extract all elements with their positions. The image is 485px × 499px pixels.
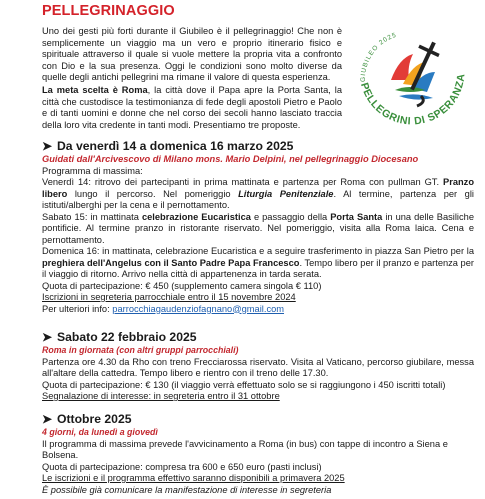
intro-paragraph: Uno dei gesti più forti durante il Giubileo è il pellegrinaggio! Che non è semplicemente un viaggio ma un vero e proprio itinerario fisico e spirituale attraverso il quale si vuole mettere la propria vita a confronto con Dio e la sua presenza. Oggi le condizioni sono molto diverse da quelle degli antichi pellegrini ma rimane il valore di questa esperienza. xyxy=(42,26,342,83)
trip-march-registration: Iscrizioni in segreteria parrocchiale entro il 15 novembre 2024 xyxy=(42,292,296,302)
friday-text-e: . Al termine, partenza per gli istituti/alberghi per la cena e il pernottamento. xyxy=(42,188,474,210)
destination-highlight: La meta scelta è Roma xyxy=(42,84,148,95)
friday-text-c: lungo il percorso. Nel pomeriggio xyxy=(67,188,239,199)
trip-february-quota: Quota di partecipazione: € 130 (il viaggio verrà effettuato solo se si raggiungono i 450 iscritti totali) xyxy=(42,379,446,390)
trip-march-quota: Quota di partecipazione: € 450 (supplemento camera singola € 110) xyxy=(42,280,322,291)
trip-october-heading-row xyxy=(42,412,474,426)
saturday-text-d: Porta Santa xyxy=(330,211,383,222)
trip-october-section xyxy=(42,412,474,496)
info-label: Per ulteriori info: xyxy=(42,303,113,314)
sunday-text-a: Domenica 16: in mattinata, celebrazione Eucaristica e a seguire trasferimento in piazza San Pietro per la xyxy=(42,246,474,256)
page-title: PELLEGRINAGGIO xyxy=(42,3,175,19)
trip-october-heading: Ottobre 2025 xyxy=(57,412,132,426)
sunday-text-b: preghiera dell'Angelus con il Santo Padre Papa Francesco xyxy=(42,257,300,268)
jubilee-logo xyxy=(351,20,469,138)
trip-october-subhead: 4 giorni, da lunedì a giovedì xyxy=(42,427,158,437)
saturday-text-c: e passaggio della xyxy=(250,211,331,222)
trip-october-note: È possibile già comunicare la manifestazione di interesse in segreteria xyxy=(42,484,332,495)
trip-february-heading: Sabato 22 febbraio 2025 xyxy=(57,330,197,344)
friday-text-b: Pranzo libero xyxy=(42,177,474,199)
intro-text xyxy=(42,26,342,132)
intro-destination-paragraph xyxy=(42,85,342,131)
friday-text-d: Liturgia Penitenziale xyxy=(238,188,334,199)
program-saturday xyxy=(42,212,474,247)
saturday-text-b: celebrazione Eucaristica xyxy=(141,211,251,222)
trip-october-body: Il programma di massima prevede l'avvicinamento a Roma (in bus) con tappe di incontro a Siena e Bolsena. xyxy=(42,438,448,460)
program-label: Programma di massima: xyxy=(42,165,143,176)
program-friday xyxy=(42,177,474,212)
trip-february-heading-row xyxy=(42,330,474,344)
trip-march-heading-row xyxy=(42,139,474,153)
trip-february-interest: Segnalazione di interesse: in segreteria entro il 31 ottobre xyxy=(42,391,280,401)
destination-description: , la città dove il Papa apre la Porta Santa, la città che custodisce la testimonianza di fede degli apostoli Pietro e Paolo e di tanti uomini e donne che nel corso dei secoli hanno lasciato traccia della loro vita credente in tanti modi. Presentiamo tre proposte. xyxy=(42,84,342,130)
trip-february-subhead: Roma in giornata (con altri gruppi parrocchiali) xyxy=(42,345,239,355)
arrow-bullet-icon: ➤ xyxy=(42,139,53,153)
saturday-text-a: Sabato 15: in mattinata xyxy=(42,211,142,222)
trip-march-info xyxy=(42,304,474,316)
trip-march-section xyxy=(42,139,474,315)
info-email-link[interactable]: parrocchiagaudenziofagnano@gmail.com xyxy=(112,303,285,314)
trip-march-subhead: Guidati dall'Arcivescovo di Milano mons. Mario Delpini, nel pellegrinaggio Diocesano xyxy=(42,154,419,164)
arrow-bullet-icon: ➤ xyxy=(42,330,53,344)
saturday-text-e: in una delle Basiliche pontificie. Al termine pranzo in ristorante riservato. Nel pomeriggio, visita alla Roma laica. Cena e pernottamento. xyxy=(42,211,474,245)
logo-figures-icon xyxy=(391,54,435,100)
trip-march-heading: Da venerdì 14 a domenica 16 marzo 2025 xyxy=(57,139,294,153)
trip-february-body: Partenza ore 4.30 da Rho con treno Frecciarossa riservato. Visita al Vaticano, percorso giubilare, messa all'altare della cattedra. Tempo libero e rientro con il treno delle 17.30. xyxy=(42,356,474,378)
trip-october-quota: Quota di partecipazione: compresa tra 600 e 650 euro (pasti inclusi) xyxy=(42,461,322,472)
trip-october-registration: Le iscrizioni e il programma effettivo saranno disponibili a primavera 2025 xyxy=(42,473,345,483)
program-sunday xyxy=(42,246,474,281)
arrow-bullet-icon: ➤ xyxy=(42,412,53,426)
trip-february-section xyxy=(42,330,474,403)
logo-arc-bottom-text: PELLEGRINI DI SPERANZA xyxy=(357,72,468,128)
friday-text-a: Venerdì 14: ritrovo dei partecipanti in prima mattinata e partenza per Roma con pullman GT. xyxy=(42,177,443,187)
sunday-text-c: . Tempo libero per il pranzo e partenza per il viaggio di ritorno. Arrivo nella città di appartenenza in tarda serata. xyxy=(42,257,474,279)
logo-arc-top-text: GIUBILEO 2025 xyxy=(359,31,398,83)
